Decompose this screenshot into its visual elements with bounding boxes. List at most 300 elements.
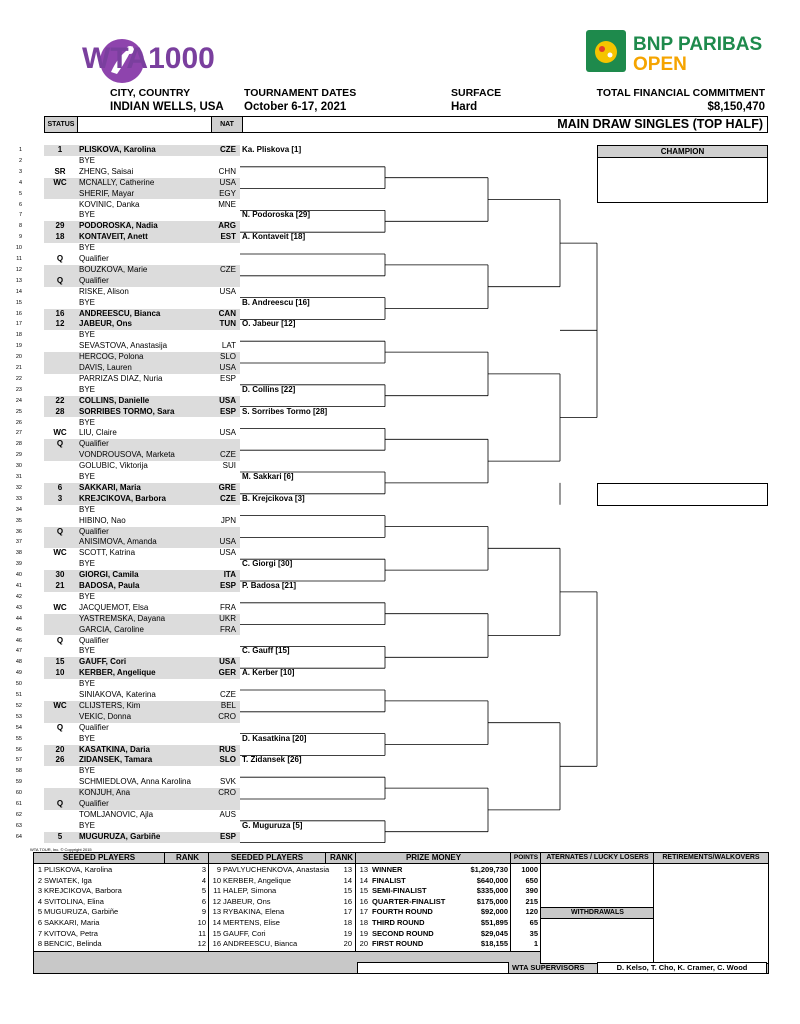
prize-round-number: 20 (359, 939, 368, 949)
seed-player-name: PAVLYUCHENKOVA, Anastasia (223, 865, 330, 874)
dates-label: TOURNAMENT DATES (244, 87, 357, 99)
player-status: 15 (55, 657, 65, 667)
player-status: 6 (57, 482, 63, 492)
seed-player-name: SWIATEK, Iga (44, 875, 92, 885)
draw-position: 22 (15, 375, 22, 382)
draw-position: 10 (15, 245, 22, 252)
seed-rank: 5 (201, 886, 206, 896)
seed-number: 10 (212, 875, 221, 885)
player-name: SHERIF, Mayar (79, 188, 135, 198)
player-name: BYE (79, 330, 96, 340)
draw-position: 58 (15, 768, 22, 775)
player-name: VEKIC, Donna (79, 711, 132, 721)
draw-position: 24 (15, 397, 22, 404)
player-status: Q (56, 254, 64, 263)
player-name: ZHENG, Saisai (79, 166, 134, 176)
player-nat: BEL (220, 700, 236, 710)
player-name: SORRIBES TORMO, Sara (79, 406, 175, 416)
prize-round: THIRD ROUND (372, 918, 425, 927)
player-status: 21 (55, 581, 65, 590)
round2-player: Ka. Pliskova [1] (242, 145, 302, 154)
player-status: 5 (57, 831, 63, 841)
rank-header-right: RANK (325, 853, 357, 864)
player-name: BYE (79, 646, 96, 656)
draw-position: 11 (16, 256, 22, 262)
player-status: 18 (55, 232, 65, 242)
draw-position: 21 (15, 365, 22, 371)
player-name: BYE (79, 591, 96, 601)
player-name: HIBINO, Nao (79, 515, 126, 525)
draw-position: 46 (15, 637, 22, 644)
sponsor-subtitle: OPEN (633, 54, 687, 75)
draw-position: 64 (15, 833, 22, 840)
draw-position: 17 (15, 321, 22, 328)
ranking-points: 1 (533, 939, 538, 949)
draw-position: 43 (15, 604, 22, 611)
player-nat: SVK (219, 777, 236, 787)
player-name: BYE (79, 210, 96, 220)
seed-player-name: PLISKOVA, Karolina (44, 865, 113, 874)
player-nat: CRO (218, 711, 236, 721)
ranking-points: 120 (525, 907, 538, 917)
player-name: TOMLJANOVIC, Ajla (79, 809, 154, 819)
player-nat: ESP (219, 373, 236, 383)
draw-title: MAIN DRAW SINGLES (TOP HALF) (557, 117, 763, 131)
player-status: Q (56, 439, 64, 449)
draw-position: 6 (18, 201, 22, 208)
round2-player: D. Kasatkina [20] (242, 733, 307, 743)
champion-label: CHAMPION (598, 146, 767, 158)
player-status: Q (56, 526, 64, 536)
seed-player-name: KERBER, Angelique (223, 875, 291, 885)
prize-round: WINNER (372, 865, 403, 874)
player-name: BYE (79, 559, 96, 569)
sponsor-title: BNP PARIBAS (633, 34, 763, 55)
draw-position: 19 (15, 343, 22, 350)
draw-position: 53 (15, 713, 22, 720)
round2-player: N. Podoroska [29] (242, 210, 311, 220)
player-name: MUGURUZA, Garbiñe (79, 831, 161, 841)
city-label: CITY, COUNTRY (110, 87, 191, 99)
round2-player: B. Krejcikova [3] (242, 493, 305, 503)
player-name: PLISKOVA, Karolina (79, 145, 156, 154)
surface-label: SURFACE (451, 87, 502, 99)
player-nat: SLO (219, 352, 236, 362)
player-status: Q (56, 275, 64, 285)
player-nat: GER (218, 668, 236, 678)
withdrawals-header: WITHDRAWALS (541, 907, 654, 919)
supervisors-spacer (357, 962, 509, 974)
round2-player: A. Kontaveit [18] (242, 232, 306, 242)
player-name: Qualifier (79, 254, 109, 263)
draw-position: 39 (15, 561, 22, 568)
player-name: BYE (79, 472, 96, 481)
player-name: BOUZKOVA, Marie (79, 264, 148, 274)
draw-position: 35 (15, 517, 22, 524)
seed-player-name: GAUFF, Cori (223, 928, 266, 938)
seed-player-name: SVITOLINA, Elina (44, 896, 104, 906)
ranking-points: 1000 (521, 865, 538, 874)
player-nat: LAT (221, 341, 236, 351)
player-status: 29 (55, 221, 65, 231)
draw-position: 23 (15, 386, 22, 393)
player-status: WC (53, 428, 67, 438)
rank-header-left: RANK (164, 853, 210, 864)
seed-number: 7 (37, 928, 42, 938)
draw-position: 56 (15, 746, 22, 753)
player-name: KREJCIKOVA, Barbora (79, 493, 166, 503)
player-name: Qualifier (79, 635, 109, 645)
round2-player: C. Giorgi [30] (242, 559, 293, 569)
player-status: WC (53, 548, 67, 558)
player-name: Qualifier (79, 275, 109, 285)
round2-player: M. Sakkari [6] (242, 472, 294, 481)
prize-round-number: 17 (359, 907, 368, 917)
prize-round-number: 13 (359, 865, 368, 874)
player-name: GAUFF, Cori (79, 657, 127, 667)
player-name: BYE (79, 417, 96, 427)
player-name: SEVASTOVA, Anastasija (79, 341, 168, 351)
ranking-points: 35 (529, 928, 538, 938)
player-nat: ESP (219, 406, 236, 416)
round2-player: B. Andreescu [16] (242, 297, 310, 307)
player-name: SINIAKOVA, Katerina (79, 690, 156, 699)
prize-round: QUARTER-FINALIST (372, 896, 446, 906)
draw-position: 14 (15, 288, 22, 295)
player-name: BYE (79, 733, 96, 743)
player-nat: CZE (220, 493, 236, 503)
seed-player-name: SAKKARI, Maria (44, 918, 100, 927)
seed-rank: 9 (201, 907, 206, 917)
draw-position: 25 (15, 408, 22, 415)
prize-round-number: 18 (359, 918, 368, 927)
player-nat: AUS (219, 809, 236, 819)
player-status: 10 (55, 668, 65, 678)
player-nat: CZE (220, 145, 236, 154)
draw-position: 16 (15, 310, 22, 317)
round2-player: P. Badosa [21] (242, 581, 297, 590)
player-nat: UKR (219, 613, 236, 623)
player-status: Q (56, 635, 64, 645)
draw-position: 36 (15, 528, 22, 535)
draw-position: 38 (15, 550, 22, 557)
seed-rank: 14 (343, 875, 352, 885)
player-name: CLIJSTERS, Kim (79, 700, 141, 710)
draw-position: 57 (15, 757, 22, 764)
player-name: SCHMIEDLOVA, Anna Karolina (79, 777, 191, 787)
supervisors-label: WTA SUPERVISORS (512, 963, 585, 972)
prize-round: FIRST ROUND (372, 939, 424, 949)
prize-round: FINALIST (372, 875, 406, 885)
champion-box (597, 145, 768, 203)
player-name: BYE (79, 155, 96, 165)
draw-position: 18 (15, 332, 22, 339)
player-name: SCOTT, Katrina (79, 548, 136, 558)
seed-number: 9 (216, 865, 221, 874)
player-nat: ITA (223, 570, 236, 580)
player-status: Q (56, 799, 64, 808)
player-nat: CHN (218, 166, 236, 176)
draw-position: 42 (15, 593, 22, 600)
draw-position: 63 (15, 822, 22, 829)
seed-number: 13 (212, 907, 221, 917)
draw-position: 41 (15, 583, 22, 589)
seed-player-name: HALEP, Simona (223, 886, 277, 896)
player-status: WC (53, 177, 67, 187)
player-name: KONTAVEIT, Anett (79, 232, 148, 242)
status-column-header: STATUS (45, 117, 78, 132)
player-nat: ESP (219, 581, 236, 590)
seed-number: 16 (212, 939, 221, 949)
seed-player-name: KREJCIKOVA, Barbora (44, 886, 122, 896)
seed-rank: 12 (197, 939, 206, 949)
city-value: INDIAN WELLS, USA (110, 101, 224, 113)
player-name: BYE (79, 679, 96, 689)
player-name: ANDREESCU, Bianca (79, 308, 161, 318)
seed-rank: 15 (343, 886, 352, 896)
seed-player-name: RYBAKINA, Elena (223, 907, 285, 917)
prize-money: $175,000 (476, 896, 508, 906)
round2-player: S. Sorribes Tormo [28] (242, 406, 328, 416)
prize-round-number: 15 (359, 886, 368, 896)
seed-rank: 4 (201, 875, 206, 885)
draw-position: 47 (15, 648, 22, 655)
player-nat: RUS (219, 744, 236, 754)
player-status: WC (53, 700, 67, 710)
seed-player-name: MERTENS, Elise (223, 918, 280, 927)
player-nat: CZE (220, 450, 236, 460)
player-status: SR (54, 166, 66, 176)
seed-rank: 6 (201, 896, 206, 906)
player-nat: SLO (219, 755, 236, 765)
draw-position: 52 (15, 702, 22, 709)
ranking-points: 215 (525, 896, 538, 906)
prize-money: $51,895 (480, 918, 508, 927)
player-nat: CZE (220, 264, 236, 274)
seed-number: 14 (212, 918, 221, 927)
player-status: 30 (55, 570, 65, 580)
player-name: BYE (79, 820, 96, 830)
player-name: BYE (79, 384, 96, 394)
seed-rank: 10 (197, 918, 206, 927)
round2-player: G. Muguruza [5] (242, 820, 303, 830)
prize-header: PRIZE MONEY (356, 853, 511, 864)
player-name: KERBER, Angelique (79, 668, 156, 678)
player-name: BYE (79, 504, 96, 514)
player-status: 20 (55, 744, 65, 754)
round2-player: A. Kerber [10] (242, 668, 295, 678)
seed-number: 15 (212, 928, 221, 938)
player-name: HERCOG, Polona (79, 352, 144, 362)
draw-position: 55 (15, 735, 22, 742)
seed-rank: 3 (201, 865, 206, 874)
retirements-header: RETIREMENTS/WALKOVERS (654, 853, 768, 864)
prize-money: $1,209,730 (470, 865, 508, 874)
prize-round: SEMI-FINALIST (372, 886, 427, 896)
seed-number: 5 (37, 907, 42, 917)
prize-money: $640,000 (476, 875, 508, 885)
seeded-header-right: SEEDED PLAYERS (209, 853, 325, 864)
draw-position: 32 (15, 484, 22, 491)
seed-number: 12 (212, 896, 221, 906)
prize-round: SECOND ROUND (372, 928, 434, 938)
player-name: GIORGI, Camila (79, 570, 139, 580)
surface-value: Hard (451, 101, 478, 113)
retirements-table (653, 852, 769, 964)
ranking-points: 390 (525, 886, 538, 896)
player-nat: USA (219, 428, 236, 438)
prize-round: FOURTH ROUND (372, 907, 433, 917)
player-nat: TUN (219, 319, 236, 329)
seed-number: 1 (37, 865, 42, 874)
draw-position: 27 (15, 430, 22, 437)
draw-position: 31 (15, 474, 22, 480)
draw-position: 3 (18, 168, 22, 175)
alternates-table (540, 852, 655, 964)
draw-position: 4 (18, 179, 22, 186)
alternates-header: ATERNATES / LUCKY LOSERS (541, 853, 654, 864)
player-name: ZIDANSEK, Tamara (79, 755, 153, 765)
player-status: 22 (55, 395, 65, 405)
player-name: BYE (79, 243, 96, 253)
prize-round-number: 16 (359, 896, 368, 906)
draw-position: 30 (15, 463, 22, 470)
player-status: 26 (55, 755, 65, 765)
player-nat: USA (219, 395, 236, 405)
prize-round-number: 14 (359, 875, 368, 885)
player-status: 1 (57, 145, 63, 154)
seeded-header-left: SEEDED PLAYERS (34, 853, 164, 864)
player-status: 16 (55, 308, 65, 318)
supervisors-value: D. Kelso, T. Cho, K. Cramer, C. Wood (597, 962, 767, 974)
player-nat: USA (219, 537, 236, 547)
player-name: SAKKARI, Maria (79, 482, 141, 492)
player-name: Qualifier (79, 439, 109, 449)
player-nat: FRA (220, 624, 236, 634)
draw-position: 54 (15, 724, 22, 731)
seed-rank: 19 (343, 928, 352, 938)
seed-player-name: ANDREESCU, Bianca (223, 939, 298, 949)
player-status: 3 (57, 493, 63, 503)
points-header: POINTS (511, 853, 541, 864)
draw-position: 49 (15, 670, 22, 677)
seed-rank: 16 (343, 896, 352, 906)
player-nat: EGY (219, 188, 236, 198)
seed-player-name: JABEUR, Ons (223, 896, 271, 906)
player-name: Qualifier (79, 526, 109, 536)
player-name: PODOROSKA, Nadia (79, 221, 158, 231)
player-name: MCNALLY, Catherine (79, 177, 155, 187)
draw-position: 50 (15, 681, 22, 688)
draw-position: 60 (15, 790, 22, 797)
seed-number: 3 (37, 886, 42, 896)
copyright: WTA TOUR, Inc. © Copyright 2015 (30, 847, 92, 852)
seed-number: 6 (37, 918, 42, 927)
commitment-value: $8,150,470 (707, 101, 765, 113)
player-nat: EST (220, 232, 236, 242)
player-nat: JPN (220, 515, 236, 525)
seed-rank: 20 (343, 939, 352, 949)
player-nat: GRE (218, 482, 236, 492)
player-nat: USA (219, 177, 236, 187)
seed-player-name: MUGURUZA, Garbiñe (44, 907, 119, 917)
player-name: KOVINIC, Danka (79, 199, 140, 209)
prize-round-number: 19 (359, 928, 368, 938)
finalist-box (597, 483, 768, 506)
draw-position: 51 (15, 692, 22, 698)
seeded-table-right (208, 852, 357, 952)
player-name: ANISIMOVA, Amanda (79, 537, 157, 547)
draw-position: 2 (18, 157, 22, 164)
player-nat: FRA (220, 602, 236, 612)
seed-number: 2 (37, 875, 42, 885)
commitment-label: TOTAL FINANCIAL COMMITMENT (596, 87, 765, 99)
player-name: Qualifier (79, 799, 109, 808)
round2-player: C. Gauff [15] (242, 646, 290, 656)
player-nat: ESP (219, 831, 236, 841)
draw-position: 7 (18, 212, 22, 219)
round2-player: O. Jabeur [12] (242, 319, 296, 329)
seed-number: 11 (213, 886, 221, 896)
player-name: JACQUEMOT, Elsa (79, 602, 149, 612)
draw-position: 26 (15, 419, 22, 426)
player-nat: MNE (218, 199, 236, 209)
draw-position: 29 (15, 452, 22, 459)
ranking-points: 65 (529, 918, 538, 927)
draw-position: 45 (15, 626, 22, 633)
player-name: KONJUH, Ana (79, 788, 131, 798)
player-nat: USA (219, 548, 236, 558)
player-name: GARCIA, Caroline (79, 624, 144, 634)
draw-position: 40 (15, 572, 22, 579)
seed-rank: 17 (343, 907, 352, 917)
player-nat: USA (219, 363, 236, 372)
player-name: BYE (79, 766, 96, 776)
seeded-table-left (33, 852, 210, 952)
prize-money: $29,045 (480, 928, 508, 938)
draw-position: 5 (18, 190, 22, 197)
player-name: RISKE, Alison (79, 286, 129, 296)
wta-logo-text: WTA1000 (82, 42, 215, 75)
player-status: 12 (55, 319, 65, 329)
draw-position: 44 (15, 615, 22, 622)
seed-number: 4 (37, 896, 42, 906)
draw-position: 20 (15, 354, 22, 361)
seed-rank: 13 (343, 865, 352, 874)
player-nat: USA (219, 657, 236, 667)
player-name: COLLINS, Danielle (79, 395, 150, 405)
dates-value: October 6-17, 2021 (244, 101, 347, 113)
player-nat: CAN (218, 308, 236, 318)
draw-position: 9 (18, 234, 22, 241)
player-nat: USA (219, 286, 236, 296)
player-nat: CRO (218, 788, 236, 798)
round2-player: D. Collins [22] (242, 384, 296, 394)
draw-position: 34 (15, 506, 22, 513)
player-status: 28 (55, 406, 65, 416)
player-name: KASATKINA, Daria (79, 744, 150, 754)
player-status: WC (53, 602, 67, 612)
draw-position: 12 (15, 266, 22, 273)
seed-player-name: BENCIC, Belinda (44, 939, 102, 949)
player-nat: ARG (218, 221, 236, 231)
draw-position: 33 (15, 495, 22, 502)
draw-position: 1 (18, 147, 22, 153)
player-name: BADOSA, Paula (79, 581, 140, 590)
player-name: PARRIZAS DIAZ, Nuria (79, 373, 163, 383)
draw-position: 48 (15, 659, 22, 666)
draw-position: 28 (15, 441, 22, 448)
